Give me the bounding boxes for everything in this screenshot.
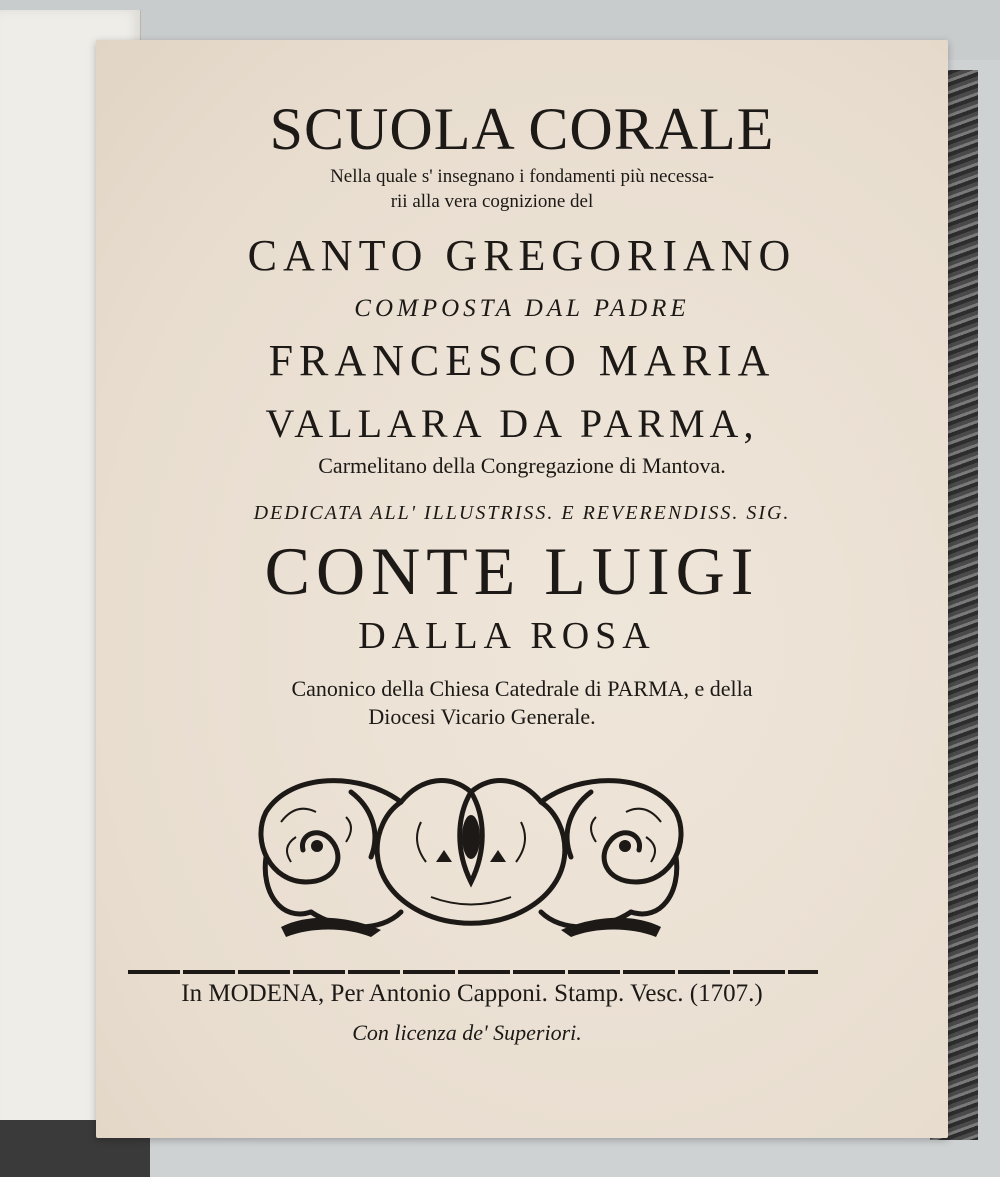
baroque-ornament-icon: [251, 762, 691, 942]
subtitle-line-1: Nella quale s' insegnano i fondamenti più necessa-: [330, 166, 714, 187]
dedicatee-line-1: CONTE LUIGI: [264, 533, 760, 609]
book-title: SCUOLA CORALE: [269, 96, 775, 162]
dedication: DEDICATA ALL' ILLUSTRISS. E REVERENDISS. SIG.: [253, 502, 791, 524]
author-name-line-1: FRANCESCO MARIA: [268, 336, 776, 385]
imprint: In MODENA, Per Antonio Capponi. Stamp. Vesc. (1707.): [181, 980, 763, 1007]
title-page: [96, 40, 948, 1138]
author-order: Carmelitano della Congregazione di Mantova.: [318, 453, 726, 478]
dedicatee-title-line-2: Diocesi Vicario Generale.: [368, 704, 596, 729]
author-name-line-2: VALLARA DA PARMA,: [265, 401, 759, 446]
dedicatee-line-2: DALLA ROSA: [358, 615, 656, 657]
subtitle-line-2: rii alla vera cognizione del: [390, 191, 594, 212]
composed-by: COMPOSTA DAL PADRE: [354, 295, 690, 322]
imprint-rule: [128, 970, 818, 974]
license: Con licenza de' Superiori.: [352, 1020, 582, 1045]
dedicatee-title-line-1: Canonico della Chiesa Catedrale di PARMA, e della: [291, 676, 753, 701]
subject-heading: CANTO GREGORIANO: [247, 231, 797, 280]
